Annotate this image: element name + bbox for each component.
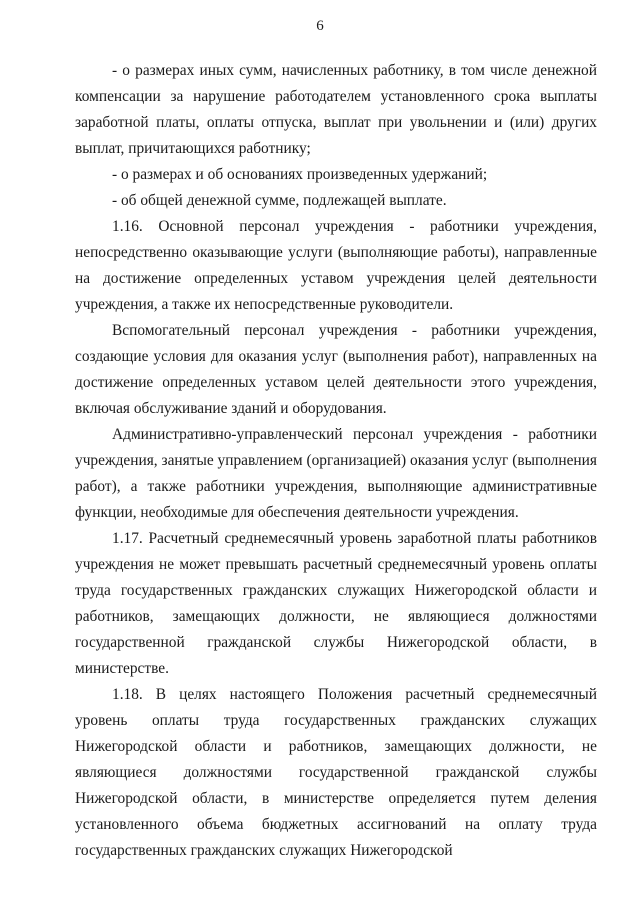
document-body (75, 58, 597, 864)
paragraph-1-16-main-staff: 1.16. Основной персонал учреждения - работники учреждения, непосредственно оказывающие услуги (выполняющие работы), направленные на достижение определенных уставом учреждения целей деятельности учреждения, а также их непосредственные руководители. (75, 218, 597, 313)
paragraph-1-18-calculation: 1.18. В целях настоящего Положения расчетный среднемесячный уровень оплаты труда государственных гражданских служащих Нижегородской области и работников, замещающих должности, не являющиеся должностями государственной гражданской службы Нижегородской области, в министерстве определяется путем деления установленного объема бюджетных ассигнований на оплату труда государственных гражданских служащих Нижегородской (75, 686, 597, 859)
paragraph-administrative-staff: Административно-управленческий персонал учреждения - работники учреждения, занятые управлением (организацией) оказания услуг (выполнения работ), а также работники учреждения, выполняющие административные функции, необходимые для обеспечения деятельности учреждения. (75, 426, 597, 521)
paragraph-auxiliary-staff: Вспомогательный персонал учреждения - работники учреждения, создающие условия для оказания услуг (выполнения работ), направленных на достижение определенных уставом целей деятельности этого учреждения, включая обслуживание зданий и оборудования. (75, 322, 597, 417)
paragraph-deductions: - о размерах и об основаниях произведенных удержаний; (112, 166, 488, 183)
paragraph-1-17-salary-level: 1.17. Расчетный среднемесячный уровень заработной платы работников учреждения не может превышать расчетный среднемесячный уровень оплаты труда государственных гражданских служащих Нижегородской области и работников, замещающих должности, не являющиеся должностями государственной гражданской службы Нижегородской области, в министерстве. (75, 530, 597, 677)
paragraph-other-sums: - о размерах иных сумм, начисленных работнику, в том числе денежной компенсации за нарушение работодателем установленного срока выплаты заработной платы, оплаты отпуска, выплат при увольнении и (или) других выплат, причитающихся работнику; (75, 62, 597, 157)
paragraph-total-sum: - об общей денежной сумме, подлежащей выплате. (112, 192, 447, 209)
page-number: 6 (316, 18, 324, 34)
